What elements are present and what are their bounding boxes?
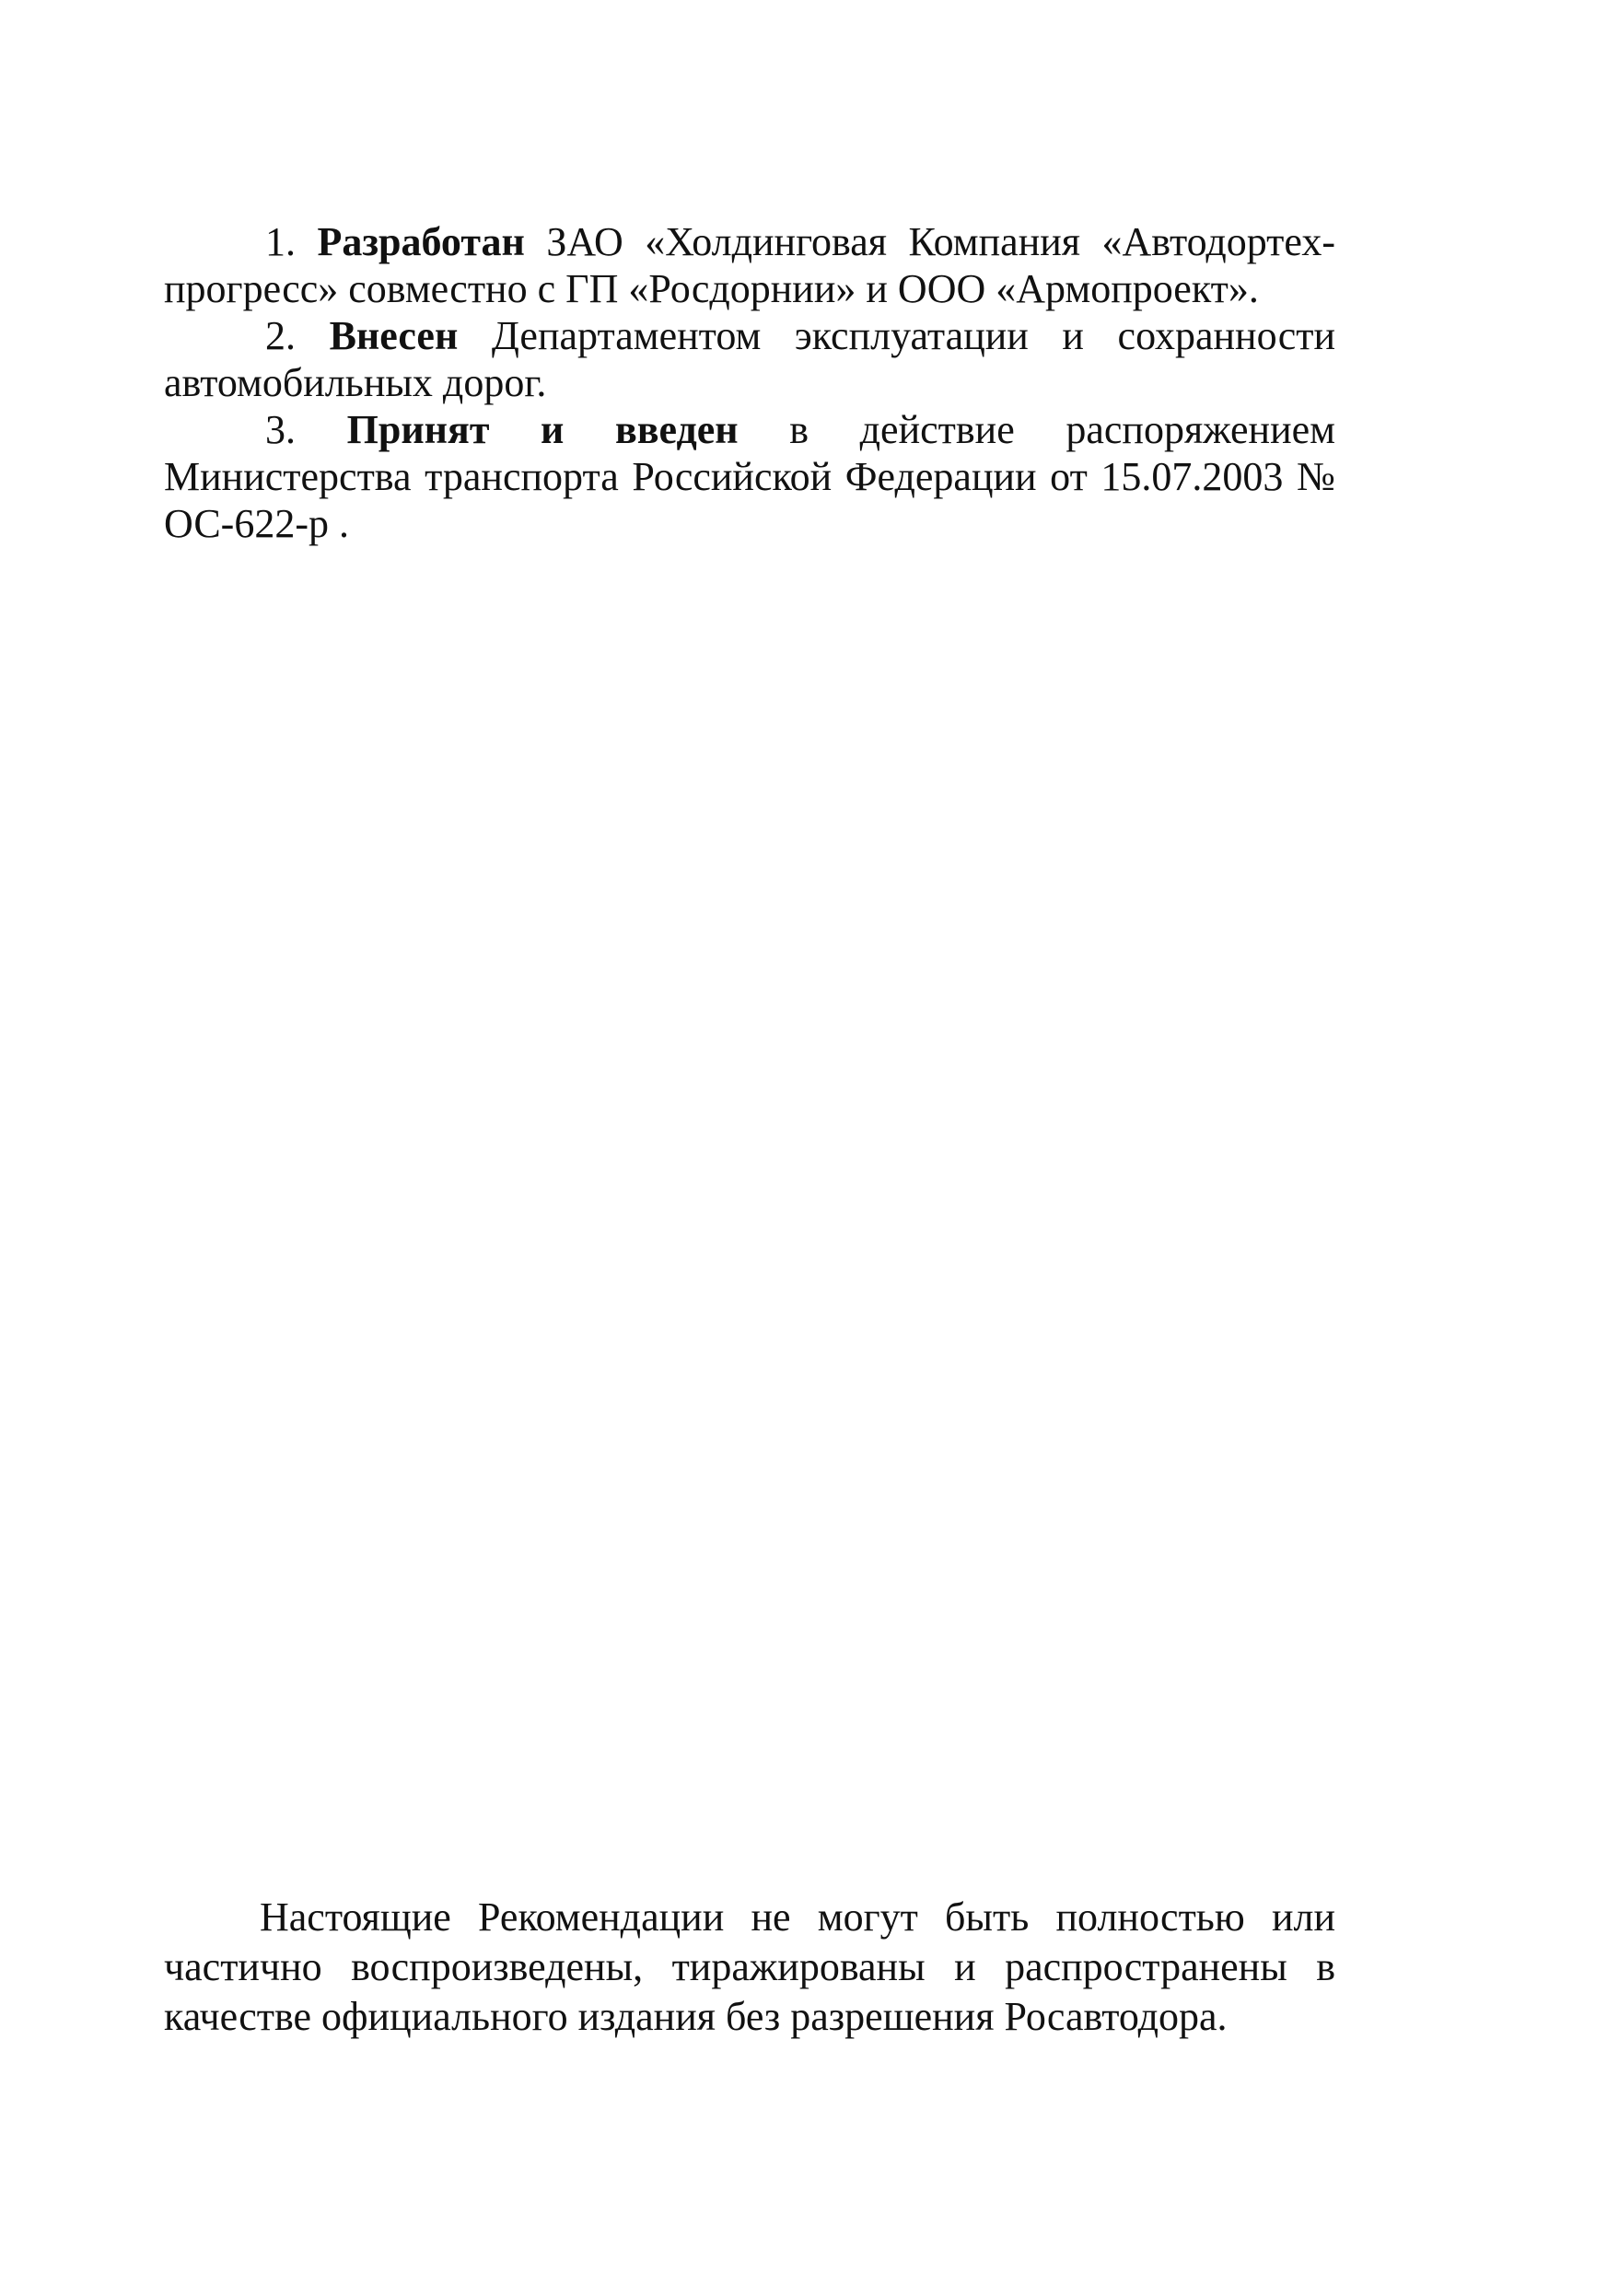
info-item-developed (164, 218, 1335, 312)
item-number: 3. (265, 407, 296, 452)
item-label: Принят и введен (346, 407, 739, 452)
publication-info (164, 218, 1335, 547)
copyright-notice (164, 1893, 1335, 2042)
info-item-adopted (164, 406, 1335, 547)
item-text: Департаментом эксплуатации и сохранности автомобильных дорог. (164, 313, 1335, 405)
item-text: ЗАО «Холдинговая Компания «Автодортех-прогресс» совместно с ГП «Росдорнии» и ООО «Армопроект». (164, 219, 1335, 311)
notice-text: Настоящие Рекомендации не могут быть полностью или частично воспроизведены, тиражированы и распространены в качестве официального издания без разрешения Росавтодора. (164, 1894, 1335, 2039)
item-number: 2. (265, 313, 296, 358)
item-text: в действие распоряжением Министерства транспорта Российской Федерации от 15.07.2003 № ОС-622-р . (164, 407, 1336, 546)
info-item-submitted (164, 312, 1335, 406)
item-number: 1. (265, 219, 296, 264)
item-label: Внесен (329, 313, 459, 358)
item-label: Разработан (317, 219, 525, 264)
